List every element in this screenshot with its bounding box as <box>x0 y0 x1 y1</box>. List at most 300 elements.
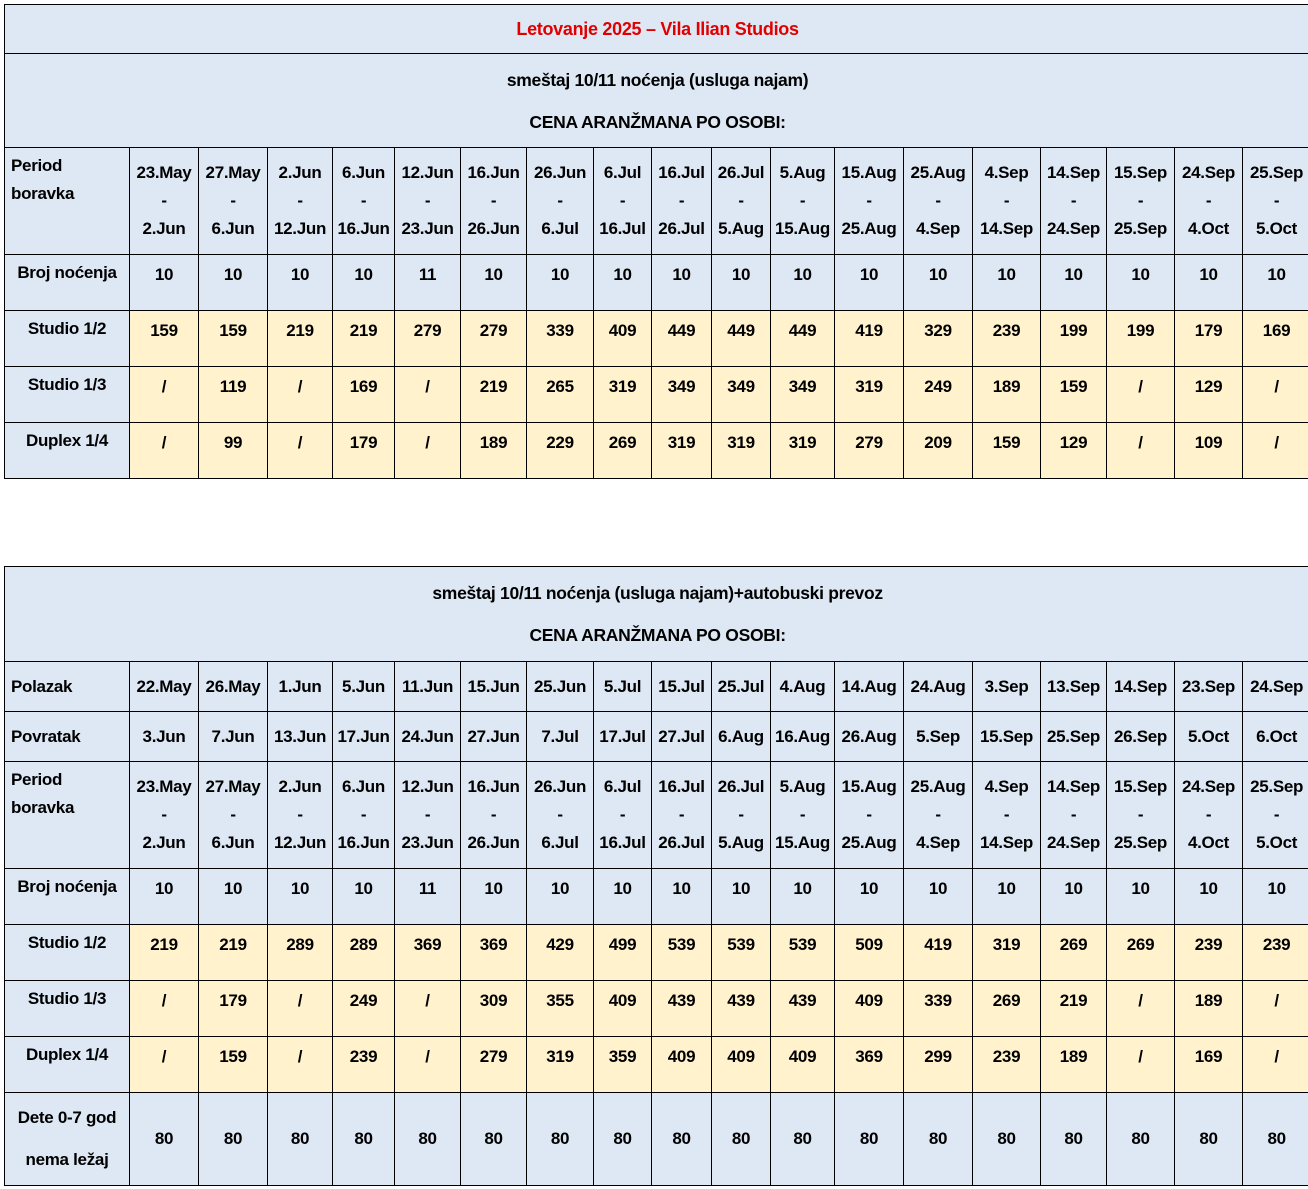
price-row <box>5 1037 1308 1093</box>
date-separator: - <box>424 805 431 824</box>
row-label: Studio 1/3 <box>5 367 130 423</box>
price-cell: 10 <box>771 869 835 925</box>
date-separator: - <box>161 805 167 824</box>
return-date: 25.Sep <box>1041 712 1107 762</box>
price-cell: 10 <box>1041 869 1107 925</box>
period-cell <box>594 762 652 869</box>
date-separator: - <box>161 191 167 210</box>
period-from: 25.Aug <box>910 777 966 796</box>
price-cell: 10 <box>461 869 527 925</box>
period-to: 14.Sep <box>979 219 1033 238</box>
period-cell <box>395 762 461 869</box>
date-separator: - <box>738 191 744 210</box>
departure-date: 11.Jun <box>395 662 461 712</box>
period-from: 16.Jul <box>658 777 705 796</box>
return-date: 24.Jun <box>395 712 461 762</box>
price-cell: 159 <box>199 311 268 367</box>
child-price-cell: 80 <box>835 1093 904 1186</box>
date-separator: - <box>866 805 872 824</box>
price-cell: 169 <box>1175 1037 1243 1093</box>
period-to: 2.Jun <box>142 833 186 852</box>
date-separator: - <box>360 191 367 210</box>
period-from: 15.Sep <box>1113 777 1167 796</box>
departure-date: 15.Jul <box>652 662 712 712</box>
price-cell: 369 <box>835 1037 904 1093</box>
period-cell <box>712 148 771 255</box>
return-date: 16.Aug <box>771 712 835 762</box>
price-cell: 449 <box>712 311 771 367</box>
departure-date: 5.Jun <box>333 662 395 712</box>
period-to: 5.Aug <box>718 833 764 852</box>
price-cell: 219 <box>1041 981 1107 1037</box>
period-cell <box>1107 762 1175 869</box>
departure-date: 24.Sep <box>1243 662 1308 712</box>
price-cell: 539 <box>771 925 835 981</box>
price-cell: 239 <box>1175 925 1243 981</box>
price-cell: 10 <box>333 255 395 311</box>
price-cell: 10 <box>712 255 771 311</box>
period-to: 15.Aug <box>775 833 830 852</box>
price-cell: 539 <box>712 925 771 981</box>
period-cell <box>771 148 835 255</box>
price-cell: / <box>1107 423 1175 479</box>
row-label: Studio 1/2 <box>5 925 130 981</box>
departure-date: 24.Aug <box>904 662 973 712</box>
period-from: 23.May <box>136 777 192 796</box>
child-price-cell: 80 <box>904 1093 973 1186</box>
price-cell: 219 <box>333 311 395 367</box>
child-price-cell: 80 <box>527 1093 594 1186</box>
period-to: 24.Sep <box>1046 219 1100 238</box>
child-label-line2: nema ležaj <box>25 1150 109 1169</box>
price-cell: / <box>130 367 199 423</box>
price-cell: 159 <box>199 1037 268 1093</box>
price-cell: 10 <box>268 869 333 925</box>
page-title: Letovanje 2025 – Vila Ilian Studios <box>5 5 1308 54</box>
price-cell: 355 <box>527 981 594 1037</box>
price-cell: 10 <box>594 869 652 925</box>
price-cell: 189 <box>973 367 1041 423</box>
table-subtitle: smeštaj 10/11 noćenja (usluga najam) <box>506 69 809 90</box>
price-cell: 159 <box>130 311 199 367</box>
child-price-cell: 80 <box>395 1093 461 1186</box>
price-cell: 269 <box>1107 925 1175 981</box>
period-to: 25.Sep <box>1113 219 1167 238</box>
price-cell: 265 <box>527 367 594 423</box>
departure-date: 22.May <box>130 662 199 712</box>
price-cell: 239 <box>973 311 1041 367</box>
price-cell: 289 <box>268 925 333 981</box>
child-price-cell: 80 <box>1041 1093 1107 1186</box>
child-price-cell: 80 <box>712 1093 771 1186</box>
period-from: 16.Jul <box>658 163 705 182</box>
price-cell: 409 <box>712 1037 771 1093</box>
price-cell: 10 <box>461 255 527 311</box>
price-cell: 129 <box>1175 367 1243 423</box>
period-to: 6.Jun <box>211 219 255 238</box>
child-price-cell: 80 <box>461 1093 527 1186</box>
date-separator: - <box>738 805 744 824</box>
price-cell: 10 <box>904 255 973 311</box>
price-cell: 369 <box>461 925 527 981</box>
price-cell: 10 <box>1175 869 1243 925</box>
period-cell <box>1175 762 1243 869</box>
price-cell: 349 <box>652 367 712 423</box>
price-cell: 10 <box>835 869 904 925</box>
date-separator: - <box>557 805 563 824</box>
departure-row <box>5 662 1308 712</box>
date-separator: - <box>1273 191 1280 210</box>
price-cell: / <box>1107 981 1175 1037</box>
period-from: 26.Jul <box>717 163 765 182</box>
price-cell: / <box>395 1037 461 1093</box>
period-from: 5.Aug <box>779 777 826 796</box>
period-cell <box>199 148 268 255</box>
price-per-person-heading: CENA ARANŽMANA PO OSOBI: <box>529 111 786 132</box>
departure-date: 14.Aug <box>835 662 904 712</box>
return-date: 7.Jun <box>199 712 268 762</box>
price-cell: / <box>130 981 199 1037</box>
child-label-line1: Dete 0-7 god <box>17 1108 117 1127</box>
price-cell: 10 <box>130 869 199 925</box>
price-row <box>5 367 1308 423</box>
price-cell: 229 <box>527 423 594 479</box>
period-label-line2: boravka <box>11 798 75 817</box>
return-label: Povratak <box>5 712 130 762</box>
period-to: 26.Jun <box>467 833 520 852</box>
period-cell <box>1243 148 1308 255</box>
period-to: 25.Aug <box>841 833 897 852</box>
table-subtitle: smeštaj 10/11 noćenja (usluga najam)+autobuski prevoz <box>432 583 883 603</box>
child-price-cell: 80 <box>652 1093 712 1186</box>
period-from: 25.Sep <box>1250 777 1304 796</box>
period-label <box>5 762 130 869</box>
period-from: 26.Jun <box>533 777 587 796</box>
return-date: 27.Jul <box>652 712 712 762</box>
price-cell: 239 <box>973 1037 1041 1093</box>
child-price-cell: 80 <box>771 1093 835 1186</box>
price-cell: 439 <box>771 981 835 1037</box>
period-from: 14.Sep <box>1046 163 1100 182</box>
price-row <box>5 869 1308 925</box>
price-cell: 10 <box>771 255 835 311</box>
period-to: 16.Jun <box>337 833 390 852</box>
price-cell: 179 <box>333 423 395 479</box>
period-from: 6.Jul <box>603 163 642 182</box>
departure-date: 25.Jul <box>712 662 771 712</box>
price-cell: 269 <box>973 981 1041 1037</box>
period-to: 26.Jul <box>658 219 705 238</box>
date-separator: - <box>619 805 626 824</box>
period-cell <box>268 148 333 255</box>
price-cell: 10 <box>1243 869 1308 925</box>
period-from: 14.Sep <box>1046 777 1100 796</box>
date-separator: - <box>935 191 941 210</box>
period-from: 15.Aug <box>841 163 897 182</box>
price-cell: 10 <box>130 255 199 311</box>
date-separator: - <box>230 191 236 210</box>
price-cell: 289 <box>333 925 395 981</box>
price-cell: 169 <box>1243 311 1308 367</box>
price-cell: 10 <box>1107 869 1175 925</box>
price-cell: 159 <box>1041 367 1107 423</box>
period-label-line1: Period <box>11 156 63 175</box>
date-separator: - <box>678 805 685 824</box>
price-cell: 219 <box>268 311 333 367</box>
price-cell: 129 <box>1041 423 1107 479</box>
price-cell: 10 <box>333 869 395 925</box>
period-to: 16.Jul <box>599 219 646 238</box>
period-to: 26.Jul <box>658 833 705 852</box>
return-date: 26.Aug <box>835 712 904 762</box>
price-cell: 319 <box>652 423 712 479</box>
period-to: 4.Sep <box>916 833 960 852</box>
date-separator: - <box>1003 191 1010 210</box>
period-to: 24.Sep <box>1046 833 1100 852</box>
period-cell <box>652 148 712 255</box>
period-from: 25.Aug <box>910 163 966 182</box>
period-from: 5.Aug <box>779 163 826 182</box>
period-cell <box>973 762 1041 869</box>
period-to: 16.Jul <box>599 833 646 852</box>
period-from: 12.Jun <box>401 163 454 182</box>
price-cell: / <box>1243 367 1308 423</box>
period-to: 12.Jun <box>273 219 327 238</box>
period-cell <box>461 148 527 255</box>
departure-date: 23.Sep <box>1175 662 1243 712</box>
period-cell <box>652 762 712 869</box>
price-cell: 329 <box>904 311 973 367</box>
date-separator: - <box>297 191 303 210</box>
period-to: 6.Jun <box>211 833 255 852</box>
price-cell: 10 <box>712 869 771 925</box>
price-cell: 299 <box>904 1037 973 1093</box>
period-from: 23.May <box>136 163 192 182</box>
return-date: 5.Sep <box>904 712 973 762</box>
date-separator: - <box>1070 191 1077 210</box>
period-from: 24.Sep <box>1181 163 1235 182</box>
period-from: 4.Sep <box>984 163 1029 182</box>
price-cell: 269 <box>1041 925 1107 981</box>
period-from: 6.Jul <box>603 777 642 796</box>
row-label: Broj noćenja <box>5 869 130 925</box>
price-cell: 169 <box>333 367 395 423</box>
return-date: 7.Jul <box>527 712 594 762</box>
price-cell: 11 <box>395 255 461 311</box>
departure-label: Polazak <box>5 662 130 712</box>
date-separator: - <box>360 805 367 824</box>
price-cell: 319 <box>973 925 1041 981</box>
period-from: 16.Jun <box>467 777 520 796</box>
period-label <box>5 148 130 255</box>
period-cell <box>771 762 835 869</box>
date-separator: - <box>297 805 303 824</box>
departure-date: 13.Sep <box>1041 662 1107 712</box>
price-cell: 189 <box>1175 981 1243 1037</box>
period-to: 25.Sep <box>1113 833 1167 852</box>
date-separator: - <box>557 191 563 210</box>
price-cell: 109 <box>1175 423 1243 479</box>
date-separator: - <box>1205 805 1212 824</box>
period-cell <box>973 148 1041 255</box>
price-cell: 119 <box>199 367 268 423</box>
price-cell: / <box>1107 367 1175 423</box>
period-cell <box>1175 148 1243 255</box>
return-date: 15.Sep <box>973 712 1041 762</box>
price-cell: 179 <box>199 981 268 1037</box>
period-from: 26.Jul <box>717 777 765 796</box>
date-separator: - <box>866 191 872 210</box>
price-cell: 339 <box>904 981 973 1037</box>
period-to: 5.Oct <box>1256 219 1298 238</box>
period-cell <box>1107 148 1175 255</box>
price-cell: 279 <box>835 423 904 479</box>
period-to: 15.Aug <box>775 219 830 238</box>
period-cell <box>835 762 904 869</box>
price-cell: 319 <box>771 423 835 479</box>
date-separator: - <box>619 191 626 210</box>
price-cell: / <box>1243 1037 1308 1093</box>
period-cell <box>130 148 199 255</box>
table-header <box>5 567 1308 662</box>
period-to: 23.Jun <box>401 833 454 852</box>
period-cell <box>333 762 395 869</box>
price-cell: 409 <box>771 1037 835 1093</box>
price-cell: 249 <box>333 981 395 1037</box>
period-cell <box>1041 148 1107 255</box>
price-cell: 439 <box>652 981 712 1037</box>
period-from: 24.Sep <box>1181 777 1235 796</box>
child-price-cell: 80 <box>199 1093 268 1186</box>
child-price-cell: 80 <box>1175 1093 1243 1186</box>
price-cell: 309 <box>461 981 527 1037</box>
period-cell <box>130 762 199 869</box>
return-date: 13.Jun <box>268 712 333 762</box>
period-to: 5.Aug <box>718 219 764 238</box>
return-date: 6.Oct <box>1243 712 1308 762</box>
price-cell: 319 <box>594 367 652 423</box>
price-cell: 10 <box>1041 255 1107 311</box>
price-cell: 10 <box>199 869 268 925</box>
period-to: 25.Aug <box>841 219 897 238</box>
period-cell <box>904 148 973 255</box>
price-cell: / <box>395 367 461 423</box>
row-label: Studio 1/2 <box>5 311 130 367</box>
price-cell: 10 <box>835 255 904 311</box>
price-cell: 349 <box>771 367 835 423</box>
date-separator: - <box>490 191 497 210</box>
period-cell <box>395 148 461 255</box>
price-table-accommodation <box>4 4 1308 479</box>
price-cell: 419 <box>835 311 904 367</box>
child-price-cell: 80 <box>268 1093 333 1186</box>
departure-date: 15.Jun <box>461 662 527 712</box>
period-to: 4.Oct <box>1187 219 1230 238</box>
date-separator: - <box>799 805 806 824</box>
return-date: 17.Jun <box>333 712 395 762</box>
price-cell: 10 <box>1107 255 1175 311</box>
period-to: 12.Jun <box>273 833 327 852</box>
child-price-cell: 80 <box>594 1093 652 1186</box>
price-cell: 409 <box>594 981 652 1037</box>
period-cell <box>333 148 395 255</box>
price-row <box>5 423 1308 479</box>
period-cell <box>527 762 594 869</box>
price-cell: 10 <box>594 255 652 311</box>
price-row <box>5 311 1308 367</box>
price-cell: / <box>395 423 461 479</box>
row-label: Duplex 1/4 <box>5 423 130 479</box>
price-cell: 219 <box>461 367 527 423</box>
row-label: Broj noćenja <box>5 255 130 311</box>
period-from: 6.Jun <box>342 777 385 796</box>
price-cell: 219 <box>130 925 199 981</box>
date-separator: - <box>678 191 685 210</box>
period-label-line2: boravka <box>11 184 75 203</box>
price-cell: 209 <box>904 423 973 479</box>
date-separator: - <box>424 191 431 210</box>
price-cell: 159 <box>973 423 1041 479</box>
price-cell: 349 <box>712 367 771 423</box>
period-to: 26.Jun <box>467 219 520 238</box>
period-to: 4.Oct <box>1187 833 1230 852</box>
price-cell: 10 <box>973 255 1041 311</box>
price-cell: 10 <box>1243 255 1308 311</box>
price-cell: 10 <box>652 869 712 925</box>
price-cell: 189 <box>1041 1037 1107 1093</box>
price-cell: 409 <box>835 981 904 1037</box>
price-cell: 269 <box>594 423 652 479</box>
return-date: 17.Jul <box>594 712 652 762</box>
return-row <box>5 712 1308 762</box>
price-cell: 339 <box>527 311 594 367</box>
child-price-cell: 80 <box>333 1093 395 1186</box>
price-row <box>5 981 1308 1037</box>
price-per-person-heading: CENA ARANŽMANA PO OSOBI: <box>529 625 786 645</box>
price-cell: 11 <box>395 869 461 925</box>
departure-date: 1.Jun <box>268 662 333 712</box>
period-to: 14.Sep <box>979 833 1033 852</box>
price-cell: 509 <box>835 925 904 981</box>
price-cell: 10 <box>652 255 712 311</box>
price-cell: 199 <box>1107 311 1175 367</box>
period-from: 2.Jun <box>278 163 322 182</box>
period-cell <box>461 762 527 869</box>
price-cell: 179 <box>1175 311 1243 367</box>
period-from: 6.Jun <box>342 163 385 182</box>
period-from: 2.Jun <box>278 777 322 796</box>
departure-date: 5.Jul <box>594 662 652 712</box>
period-row <box>5 148 1308 255</box>
price-cell: 429 <box>527 925 594 981</box>
period-from: 15.Sep <box>1113 163 1167 182</box>
period-cell <box>594 148 652 255</box>
period-row <box>5 762 1308 869</box>
period-to: 6.Jul <box>541 833 579 852</box>
period-cell <box>835 148 904 255</box>
price-cell: / <box>1243 981 1308 1037</box>
period-from: 4.Sep <box>984 777 1029 796</box>
date-separator: - <box>230 805 236 824</box>
price-cell: 539 <box>652 925 712 981</box>
period-cell <box>712 762 771 869</box>
period-to: 23.Jun <box>401 219 454 238</box>
price-cell: 419 <box>904 925 973 981</box>
price-cell: 10 <box>268 255 333 311</box>
departure-date: 26.May <box>199 662 268 712</box>
period-to: 4.Sep <box>916 219 960 238</box>
price-cell: 359 <box>594 1037 652 1093</box>
